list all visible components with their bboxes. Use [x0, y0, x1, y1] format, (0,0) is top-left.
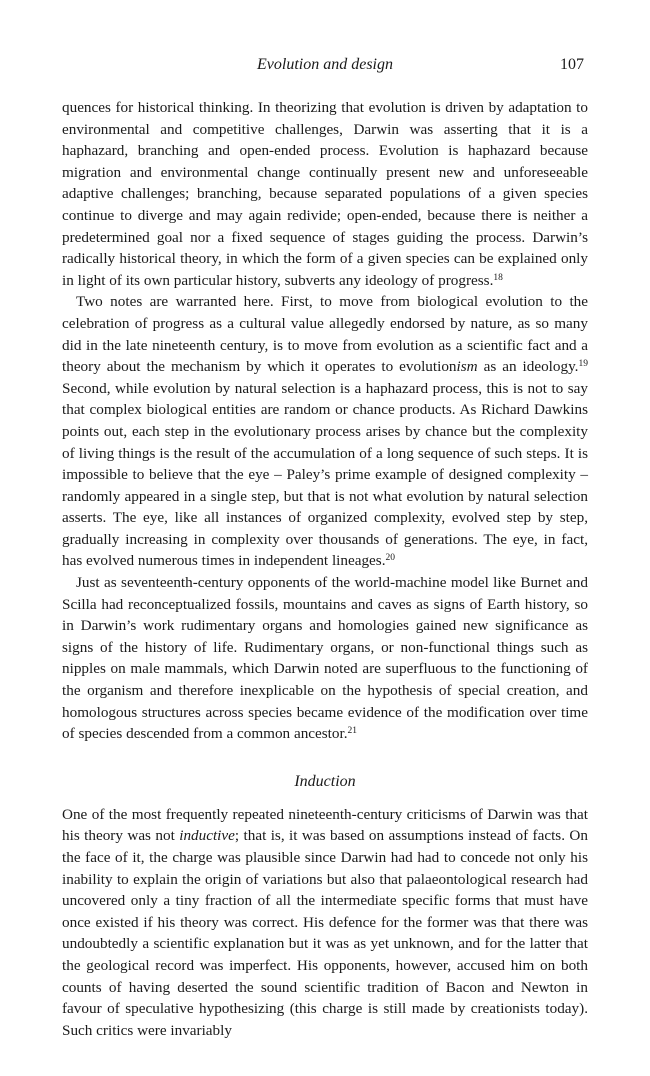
emphasis-text: ism [456, 358, 478, 376]
footnote-ref: 20 [385, 553, 395, 564]
text-run: Second, while evolution by natural selection is a haphazard process, this is not to say that complex biological entities are random or chance products. As Richard Dawkins points out, each step in the evolutionary process arises by chance but the complexity of living things is the result of the accumulation of a long sequence of such steps. It is impossible to believe that the eye – Paley’s prime example of designed complexity – randomly appeared in a single step, but that is not what evolution by natural selection asserts. The eye, like all instances of organized complexity, evolved step by step, gradually increasing in complexity over thousands of generations. The eye, in fact, has evolved numerous times in independent lineages. [62, 379, 588, 570]
footnote-ref: 21 [347, 726, 358, 737]
text-run: as an ideology. [477, 358, 579, 376]
book-page [62, 56, 588, 1041]
running-title: Evolution and design [257, 56, 393, 73]
text-run: Just as seventeenth-century opponents of the world-machine model like Burnet and Scilla had reconceptualized fossils, mountains and caves as signs of Earth history, so in Darwin’s work rudimentary organs and homologies gained new significance as signs of the history of life. Rudimentary organs, or non-functional things such as nipples on male mammals, which Darwin noted are superfluous to the functioning of the organism and therefore inexplicable on the hypothesis of special creation, and homologous structures across species became evidence of the modification over time of species descended from a common ancestor. [62, 574, 588, 743]
footnote-ref: 19 [578, 359, 588, 370]
paragraph-4 [62, 804, 588, 1042]
emphasis-text: inductive [179, 827, 235, 845]
text-run: quences for historical thinking. In theorizing that evolution is driven by adaptation to environmental and competitive challenges, Darwin was asserting that it is a haphazard, branching and open-ended process. Evolution is haphazard because migration and environmental change continually present new and unforeseeable adaptive challenges; branching, because separated populations of a given species continue to diverge and may again redivide; open-ended, because there is neither a predetermined goal nor a fixed sequence of stages guiding the process. Darwin’s radically historical theory, in which the form of a given species can be explained only in light of its own particular history, subverts any ideology of progress. [62, 99, 588, 289]
footnote-ref: 18 [493, 272, 503, 283]
paragraph-2 [62, 291, 588, 572]
paragraph-1 [62, 97, 588, 291]
page-number: 107 [560, 56, 584, 73]
section-heading: Induction [294, 772, 356, 790]
text-run: ; that is, it was based on assumptions instead of facts. On the face of it, the charge was plausible since Darwin had had to concede not only his inability to explain the origin of variations but also that palaeontological research had uncovered only a tiny fraction of all the intermediate specific forms that must have once existed if his theory was correct. His defence for the former was that there was undoubtedly a scientific explanation but it was as yet unknown, and for the latter that the geological record was imperfect. His opponents, however, accused him on both counts of having deserted the sound scientific tradition of Bacon and Newton in favour of speculative hypothesizing (this charge is still made by creationists today). Such critics were invariably [62, 827, 588, 1039]
running-head [62, 56, 588, 82]
text-run: Two notes are warranted here. First, to move from biological evolution to the celebration of progress as a cultural value allegedly endorsed by nature, as so many did in the late nineteenth century, is to move from evolution as a scientific fact and a theory about the mechanism by which it operates to evolution [62, 293, 588, 376]
text-run: One of the most frequently repeated nineteenth-century criticisms of Darwin was that his theory was not [62, 805, 588, 845]
body-text [62, 97, 588, 1041]
paragraph-3 [62, 572, 588, 745]
